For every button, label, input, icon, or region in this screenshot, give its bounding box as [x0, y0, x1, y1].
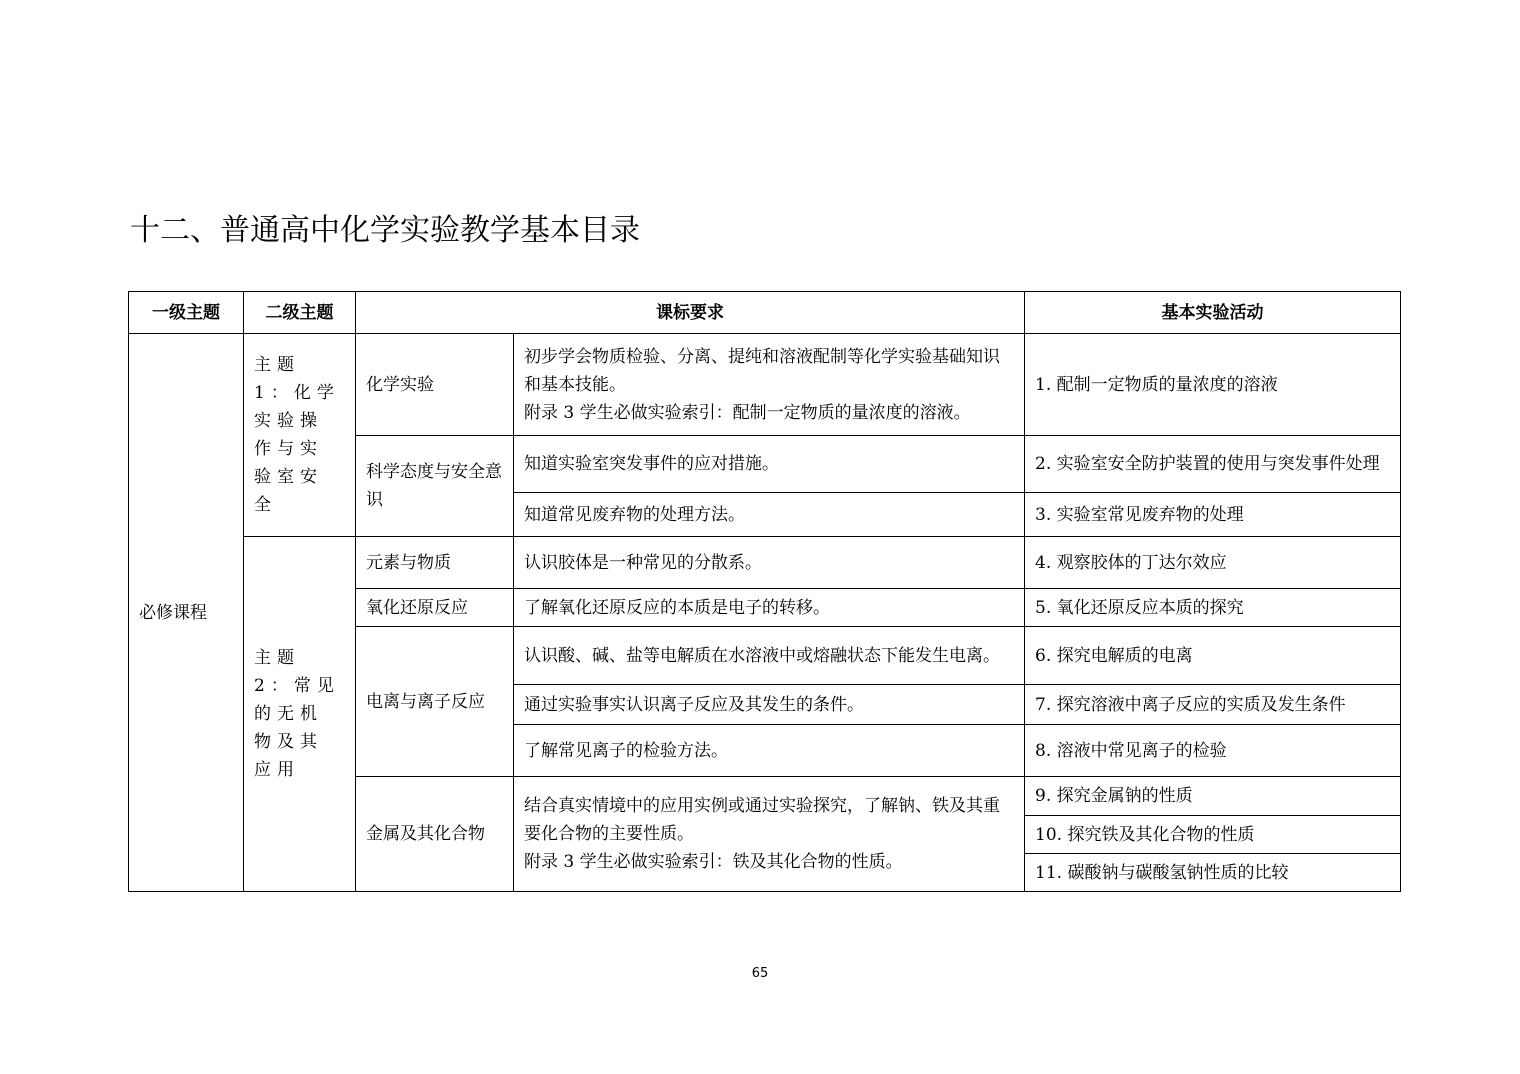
- requirement-cell: 认识酸、碱、盐等电解质在水溶液中或熔融状态下能发生电离。: [514, 627, 1025, 685]
- requirement-cell: [514, 777, 1025, 892]
- activity-cell: 4. 观察胶体的丁达尔效应: [1025, 537, 1401, 589]
- activity-cell: 5. 氧化还原反应本质的探究: [1025, 589, 1401, 627]
- theme1-name-cell: 主题 1：化学实验操作与实验室安全: [244, 334, 356, 537]
- subtopic-cell: 化学实验: [356, 334, 514, 436]
- activity-cell: 6. 探究电解质的电离: [1025, 627, 1401, 685]
- subtopic-cell: 金属及其化合物: [356, 777, 514, 892]
- header-level1: 一级主题: [129, 292, 244, 334]
- requirement-cell: 通过实验事实认识离子反应及其发生的条件。: [514, 685, 1025, 725]
- requirement-cell: 知道常见废弃物的处理方法。: [514, 493, 1025, 537]
- requirement-cell: 认识胶体是一种常见的分散系。: [514, 537, 1025, 589]
- header-level2: 二级主题: [244, 292, 356, 334]
- level1-topic-cell: 必修课程: [129, 334, 244, 892]
- requirement-cell: 知道实验室突发事件的应对措施。: [514, 436, 1025, 493]
- subtopic-cell: 科学态度与安全意识: [356, 436, 514, 537]
- activity-cell: 11. 碳酸钠与碳酸氢钠性质的比较: [1025, 854, 1401, 892]
- header-requirements: 课标要求: [356, 292, 1025, 334]
- activity-cell: 9. 探究金属钠的性质: [1025, 777, 1401, 816]
- table-header-row: [129, 292, 1401, 334]
- requirement-appendix: 附录 3 学生必做实验索引：配制一定物质的量浓度的溶液。: [524, 402, 971, 423]
- subtopic-cell: 元素与物质: [356, 537, 514, 589]
- table-row: [129, 334, 1401, 436]
- requirement-cell: [514, 334, 1025, 436]
- theme2-name-cell: 主题 2：常见的无机物及其应用: [244, 537, 356, 892]
- page-number: 65: [751, 966, 769, 981]
- activity-cell: 2. 实验室安全防护装置的使用与突发事件处理: [1025, 436, 1401, 493]
- requirement-text: 结合真实情境中的应用实例或通过实验探究，了解钠、铁及其重要化合物的主要性质。: [524, 796, 1000, 844]
- activity-cell: 10. 探究铁及其化合物的性质: [1025, 816, 1401, 854]
- activity-cell: 1. 配制一定物质的量浓度的溶液: [1025, 334, 1401, 436]
- requirement-text: 初步学会物质检验、分离、提纯和溶液配制等化学实验基础知识和基本技能。: [524, 346, 1000, 395]
- activity-cell: 8. 溶液中常见离子的检验: [1025, 725, 1401, 777]
- activity-cell: 3. 实验室常见废弃物的处理: [1025, 493, 1401, 537]
- page-title: 十二、普通高中化学实验教学基本目录: [130, 213, 640, 248]
- header-activities: 基本实验活动: [1025, 292, 1401, 334]
- requirement-cell: 了解氧化还原反应的本质是电子的转移。: [514, 589, 1025, 627]
- table-row: [129, 537, 1401, 589]
- experiment-catalog-table: [128, 291, 1401, 892]
- requirement-cell: 了解常见离子的检验方法。: [514, 725, 1025, 777]
- activity-cell: 7. 探究溶液中离子反应的实质及发生条件: [1025, 685, 1401, 725]
- subtopic-cell: 氧化还原反应: [356, 589, 514, 627]
- requirement-appendix: 附录 3 学生必做实验索引：铁及其化合物的性质。: [524, 852, 903, 872]
- subtopic-cell: 电离与离子反应: [356, 627, 514, 777]
